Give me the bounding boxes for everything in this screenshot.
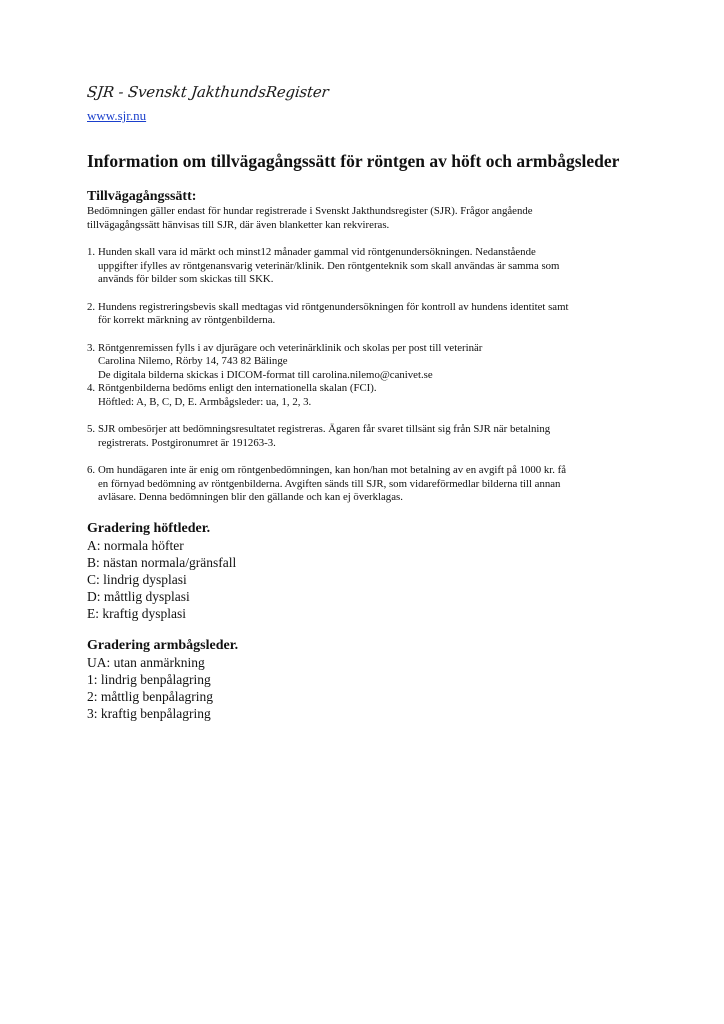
procedure-heading: Tillvägagångssätt:	[87, 189, 197, 204]
intro-paragraph	[87, 205, 667, 232]
grade-line: E: kraftig dysplasi	[87, 606, 186, 622]
elbow-grading-list	[87, 654, 667, 723]
list-item-number: 3.	[87, 341, 96, 354]
list-item	[87, 342, 667, 383]
list-item-number: 5.	[87, 423, 96, 435]
list-item-line: registrerats. Postgironumret är 191263-3.	[98, 436, 276, 449]
list-item-line: Höftled: A, B, C, D, E. Armbågsleder: ua, 1, 2, 3.	[98, 395, 312, 408]
list-item-line: för korrekt märkning av röntgenbilderna.	[98, 314, 276, 326]
list-item-line: uppgifter ifylles av röntgenansvarig veterinär/klinik. Den röntgenteknik som skall användas är samma som	[98, 259, 560, 272]
hip-grading-heading: Gradering höftleder.	[87, 520, 211, 536]
list-item-line: Carolina Nilemo, Rörby 14, 743 82 Bälinge	[98, 355, 288, 367]
list-item	[87, 423, 667, 450]
intro-line: Bedömningen gäller endast för hundar registrerade i Svenskt Jakthundsregister (SJR). Frågor angående	[87, 205, 533, 217]
list-item	[87, 382, 667, 409]
list-item-number: 2.	[87, 300, 96, 313]
document-title: Information om tillvägagångssätt för röntgen av höft och armbågsleder	[87, 151, 620, 171]
list-item-line: De digitala bilderna skickas i DICOM-format till carolina.nilemo@canivet.se	[98, 368, 433, 381]
intro-line: tillvägagångssätt hänvisas till SJR, där även blanketter kan rekvireras.	[87, 218, 390, 231]
list-item-line: SJR ombesörjer att bedömningsresultatet registreras. Ägaren får svaret tillsänt sig från SJR när betalning	[98, 423, 551, 435]
procedure-list	[87, 246, 667, 505]
grade-line: 3: kraftig benpålagring	[87, 706, 211, 722]
list-item-line: Hunden skall vara id märkt och minst12 månader gammal vid röntgenundersökningen. Nedanstående	[98, 246, 536, 258]
list-item-number: 4.	[87, 382, 96, 394]
grade-line: 1: lindrig benpålagring	[87, 671, 211, 687]
list-item-line: Hundens registreringsbevis skall medtagas vid röntgenundersökningen för kontroll av hundens identitet samt	[98, 300, 569, 313]
grade-line: 2: måttlig benpålagring	[87, 688, 213, 704]
list-item-line: Om hundägaren inte är enig om röntgenbedömningen, kan hon/han mot betalning av en avgift på 1000 kr. få	[98, 464, 567, 476]
hip-grading-list	[87, 537, 667, 623]
grade-line: B: nästan normala/gränsfall	[87, 554, 237, 570]
list-item-line: Röntgenbilderna bedöms enligt den internationella skalan (FCI).	[98, 382, 377, 394]
list-item	[87, 301, 667, 328]
grade-line: D: måttlig dysplasi	[87, 589, 190, 605]
grade-line: A: normala höfter	[87, 537, 184, 553]
grade-line: UA: utan anmärkning	[87, 654, 205, 670]
grade-line: C: lindrig dysplasi	[87, 571, 187, 587]
website-link[interactable]: www.sjr.nu	[87, 108, 147, 123]
list-item-line: Röntgenremissen fylls i av djurägare och veterinärklinik och skolas per post till veterinär	[98, 341, 483, 354]
list-item-number: 6.	[87, 464, 96, 476]
document-page	[87, 82, 667, 722]
list-item-line: avläsare. Denna bedömningen blir den gällande och kan ej överklagas.	[98, 491, 403, 503]
organization-logo-text: SJR - Svenskt JakthundsRegister	[86, 83, 330, 101]
list-item-number: 1.	[87, 246, 96, 258]
list-item-line: en förnyad bedömning av röntgenbilderna. Avgiften sänds till SJR, som vidareförmedlar bilderna till annan	[98, 477, 561, 490]
list-item	[87, 464, 667, 505]
list-item	[87, 246, 667, 287]
list-item-line: används för bilder som skickas till SKK.	[98, 273, 274, 285]
elbow-grading-heading: Gradering armbågsleder.	[87, 637, 239, 653]
